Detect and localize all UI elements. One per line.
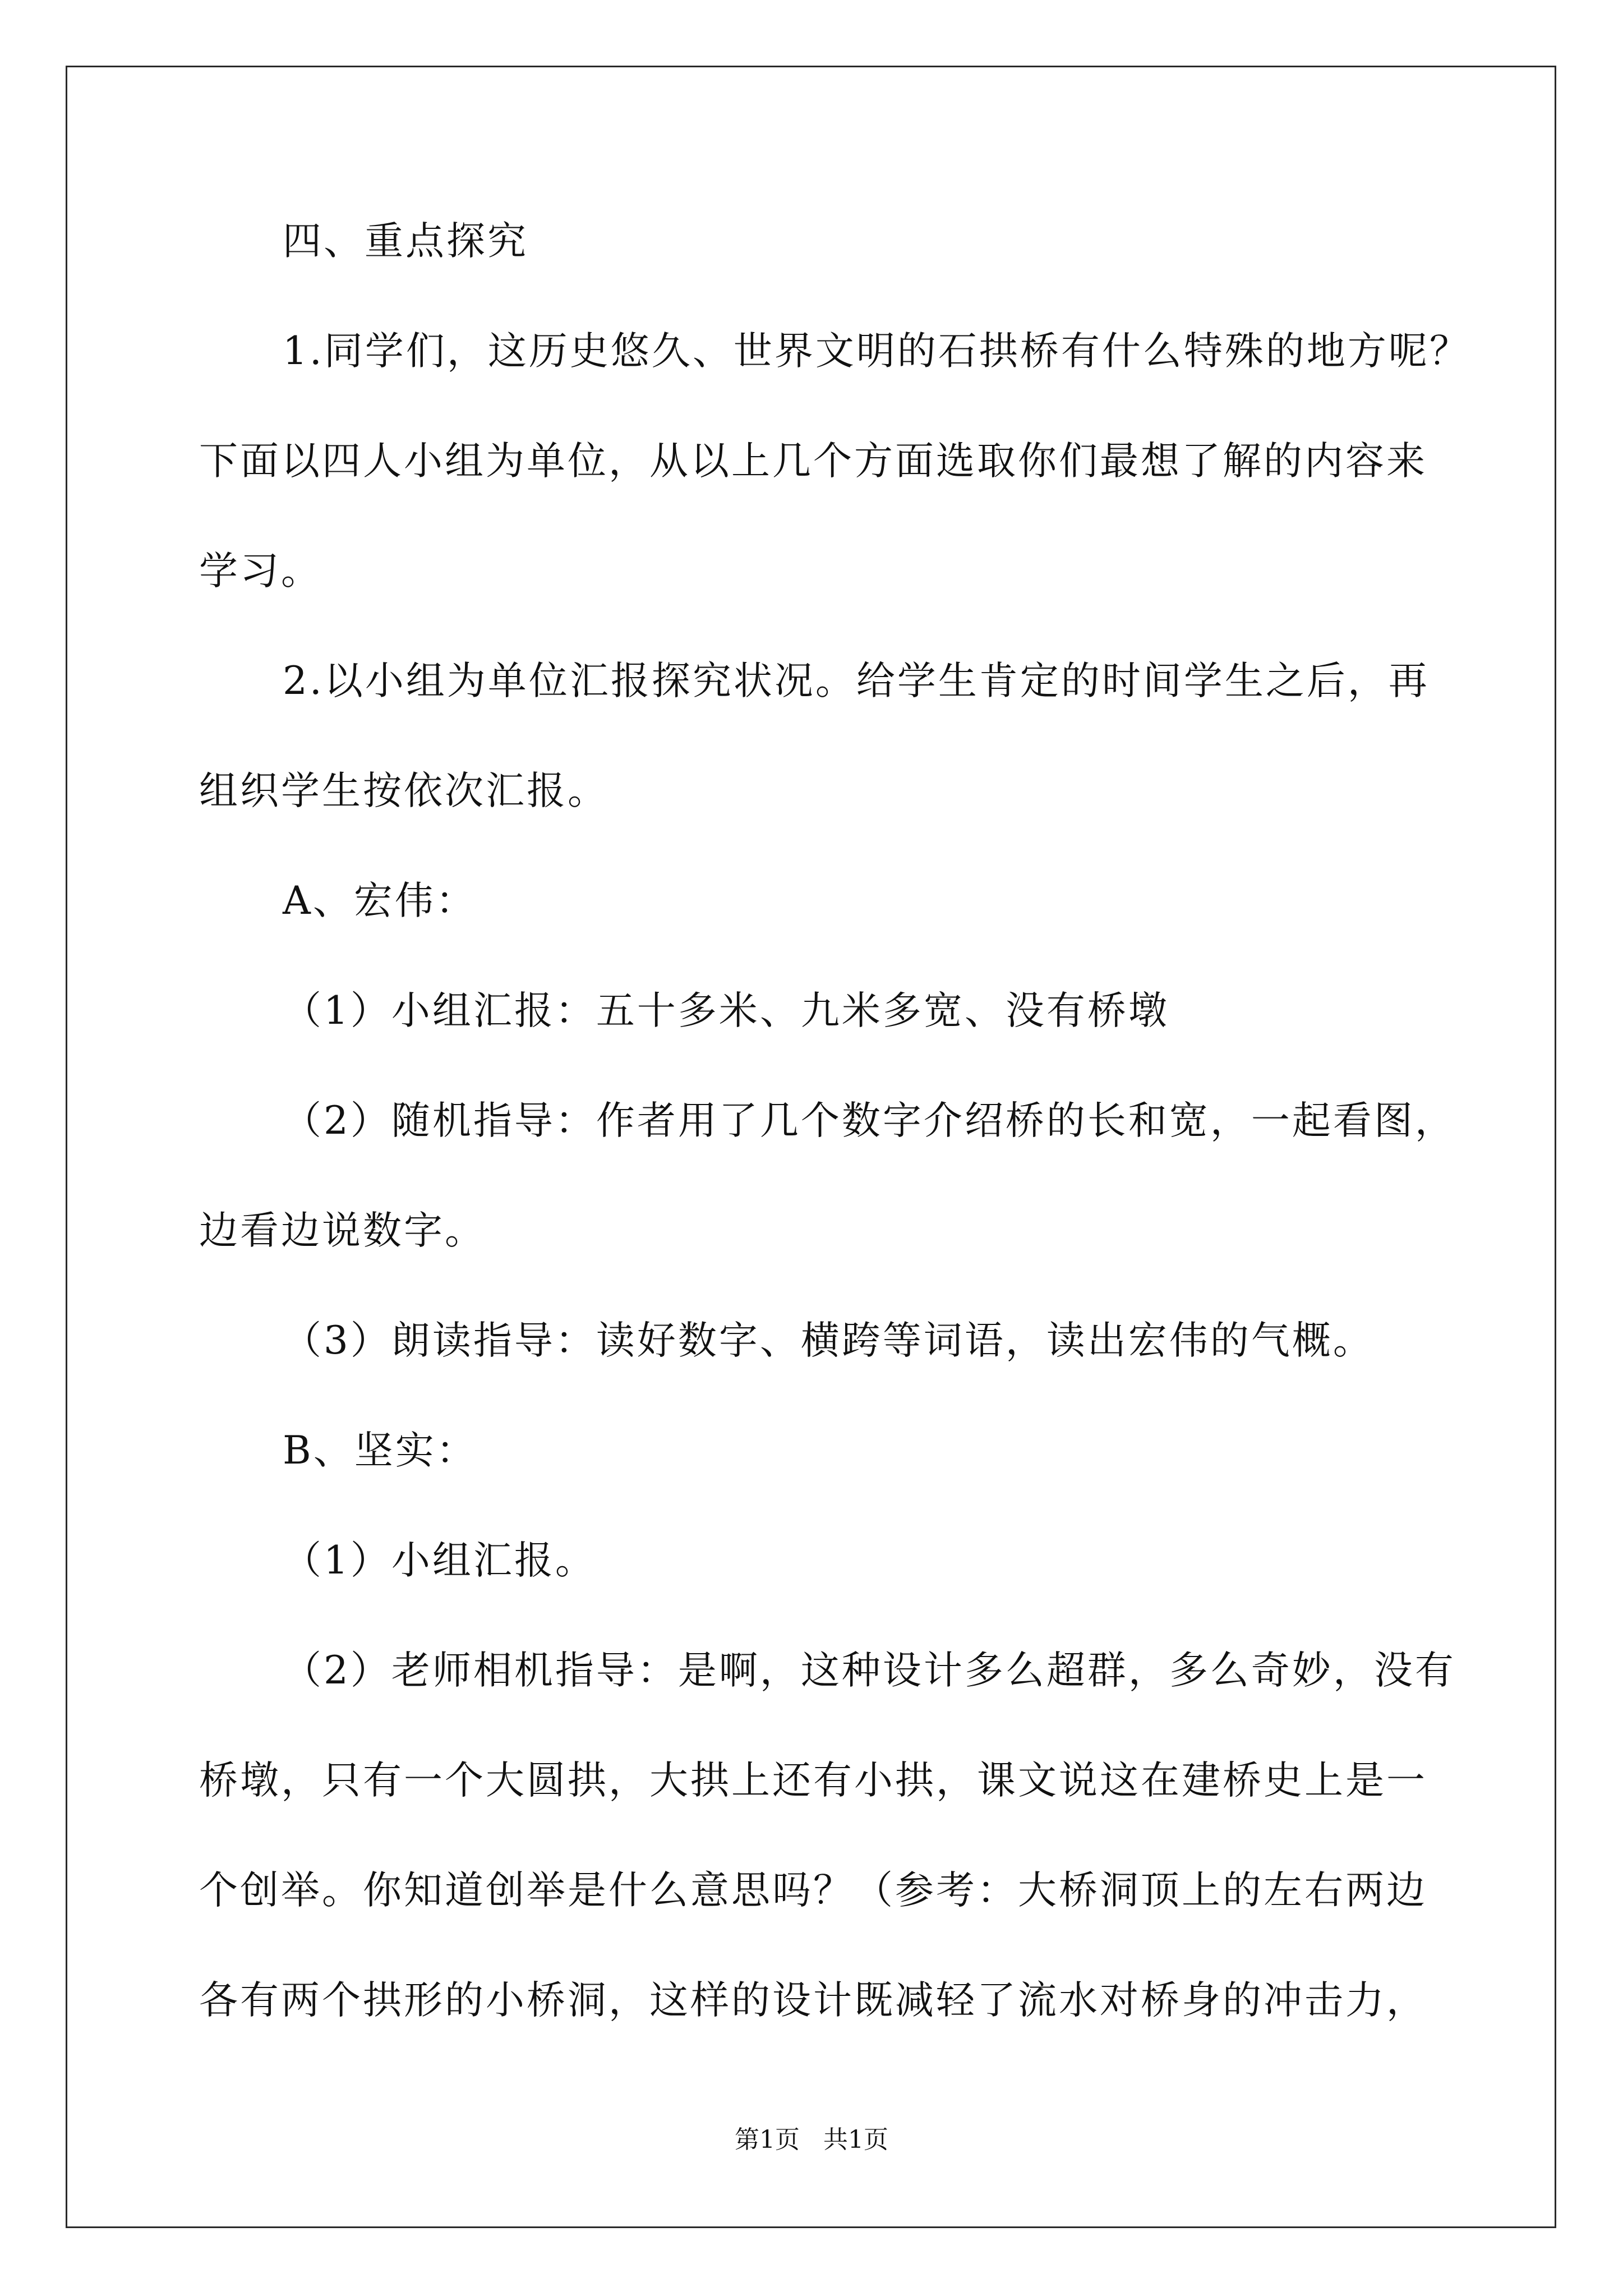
paragraph-1-line-1: 1.同学们，这历史悠久、世界文明的石拱桥有什么特殊的地方呢？ [283,329,1470,374]
section-heading: 四、重点探究 [283,219,528,264]
item-a-2-line-1: （2）随机指导：作者用了几个数字介绍桥的长和宽，一起看图， [283,1098,1456,1143]
paragraph-1-line-3: 学习。 [199,549,322,593]
item-b-2-line-4: 各有两个拱形的小桥洞，这样的设计既减轻了流水对桥身的冲击力， [199,1978,1427,2023]
paragraph-2-line-2: 组织学生按依次汇报。 [199,769,608,813]
item-b-1: （1）小组汇报。 [283,1538,596,1583]
paragraph-1-line-2: 下面以四人小组为单位，从以上几个方面选取你们最想了解的内容来 [199,439,1427,484]
item-b-2-line-1: （2）老师相机指导：是啊，这种设计多么超群，多么奇妙，没有 [283,1648,1456,1693]
subheading-a: A、宏伟： [283,878,477,923]
page-footer: 第1页 共1页 [735,2125,888,2154]
subheading-b: B、坚实： [283,1428,477,1473]
item-a-3: （3）朗读指导：读好数字、横跨等词语，读出宏伟的气概。 [283,1318,1374,1363]
item-a-1: （1）小组汇报：五十多米、九米多宽、没有桥墩 [283,988,1169,1033]
item-b-2-line-3: 个创举。你知道创举是什么意思吗？（参考：大桥洞顶上的左右两边 [199,1868,1427,1913]
paragraph-2-line-1: 2.以小组为单位汇报探究状况。给学生肯定的时间学生之后，再 [283,659,1430,703]
item-a-2-line-2: 边看边说数字。 [199,1208,486,1253]
item-b-2-line-2: 桥墩，只有一个大圆拱，大拱上还有小拱，课文说这在建桥史上是一 [199,1758,1427,1803]
